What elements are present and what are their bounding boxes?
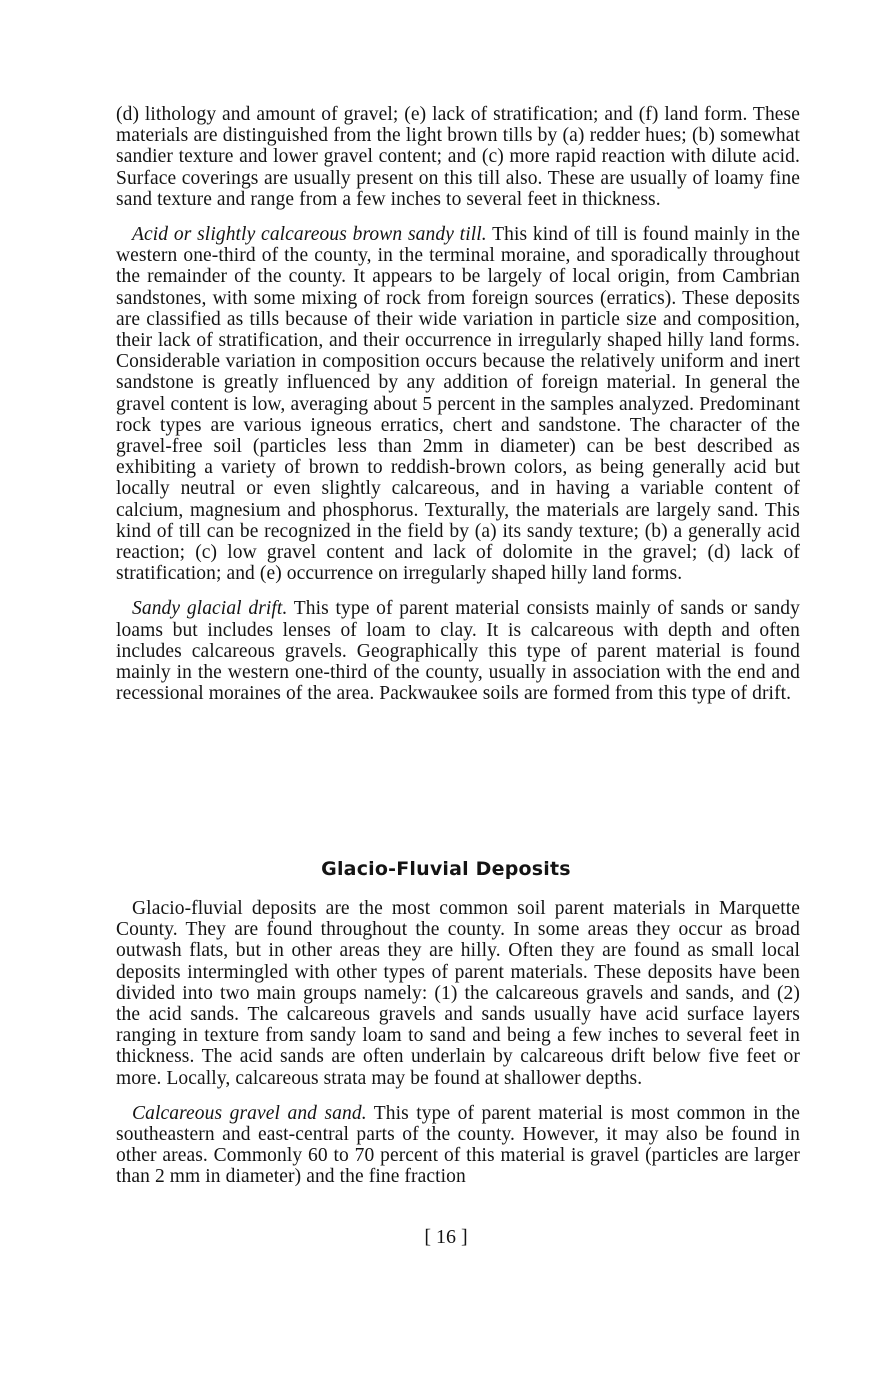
section-heading: Glacio-Fluvial Deposits xyxy=(321,858,571,880)
body-text-upper xyxy=(116,104,800,718)
page-number: [ 16 ] xyxy=(424,1226,468,1248)
paragraph-glacio-fluvial xyxy=(116,898,800,1089)
paragraph-text: This kind of till is found mainly in the western one-third of the county, in the terminal moraine, and sporadically throughout the remainder of the county. It appears to be largely of local origin, from Cambrian sandstones, with some mixing of rock from foreign sources (erratics). These deposits are classified as tills because of their wide variation in particle size and composition, their lack of stratification, and their occurrence in irregularly shaped hilly land forms. Considerable variation in composition occurs because the relatively uniform and inert sandstone is greatly influenced by any addition of foreign material. In general the gravel content is low, averaging about 5 percent in the samples analyzed. Predominant rock types are various igneous erratics, chert and sandstone. The character of the gravel-free soil (particles less than 2mm in diameter) can be best described as exhibiting a variety of brown to reddish-brown colors, as being generally acid but locally neutral or even slightly calcareous, and in having a variable content of calcium, magnesium and phosphorus. Texturally, the materials are largely sand. This kind of till can be recognized in the field by (a) its sandy texture; (b) a generally acid reaction; (c) low gravel content and lack of dolomite in the gravel; (d) lack of stratification; and (e) occurrence on irregularly shaped hilly land forms. xyxy=(116,224,800,585)
paragraph-lead-italic: Calcareous gravel and sand. xyxy=(132,1102,367,1124)
paragraph-lead-italic: Acid or slightly calcareous brown sandy till. xyxy=(132,224,487,246)
paragraph-sandy-drift xyxy=(116,598,800,704)
paragraph-till-continued xyxy=(116,104,800,210)
paragraph-text: Glacio-fluvial deposits are the most common soil parent materials in Marquette County. They are found throughout the county. In some areas they occur as broad outwash flats, but in other areas they are hilly. Often they are found as small local deposits intermingled with other types of parent materials. These deposits have been divided into two main groups namely: (1) the calcareous gravels and sands, and (2) the acid sands. The calcareous gravels and sands usually have acid surface layers ranging in texture from sandy loam to sand and being a few inches to several feet in thickness. The acid sands are often underlain by calcareous drift below five feet or more. Locally, calcareous strata may be found at shallower depths. xyxy=(116,898,800,1089)
paragraph-sandy-till xyxy=(116,224,800,584)
paragraph-text: (d) lithology and amount of gravel; (e) lack of stratification; and (f) land form. These materials are distinguished from the light brown tills by (a) redder hues; (b) somewhat sandier texture and lower gravel content; and (c) more rapid reaction with dilute acid. Surface coverings are usually present on this till also. These are usually of loamy fine sand texture and range from a few inches to several feet in thickness. xyxy=(116,104,800,210)
paragraph-text: This type of parent material is most common in the southeastern and east-central parts of the county. However, it may also be found in other areas. Commonly 60 to 70 percent of this material is gravel (particles are larger than 2 mm in diameter) and the fine fraction xyxy=(116,1102,800,1188)
body-text-lower xyxy=(116,898,800,1202)
paragraph-calcareous-gravel xyxy=(116,1103,800,1188)
paragraph-text: This type of parent material consists mainly of sands or sandy loams but includes lenses of loam to clay. It is calcareous with depth and often includes calcareous gravels. Geographically this type of parent material is found mainly in the western one-third of the county, usually in association with the end and recessional moraines of the area. Packwaukee soils are formed from this type of drift. xyxy=(116,598,801,705)
paragraph-lead-italic: Sandy glacial drift. xyxy=(132,598,288,620)
